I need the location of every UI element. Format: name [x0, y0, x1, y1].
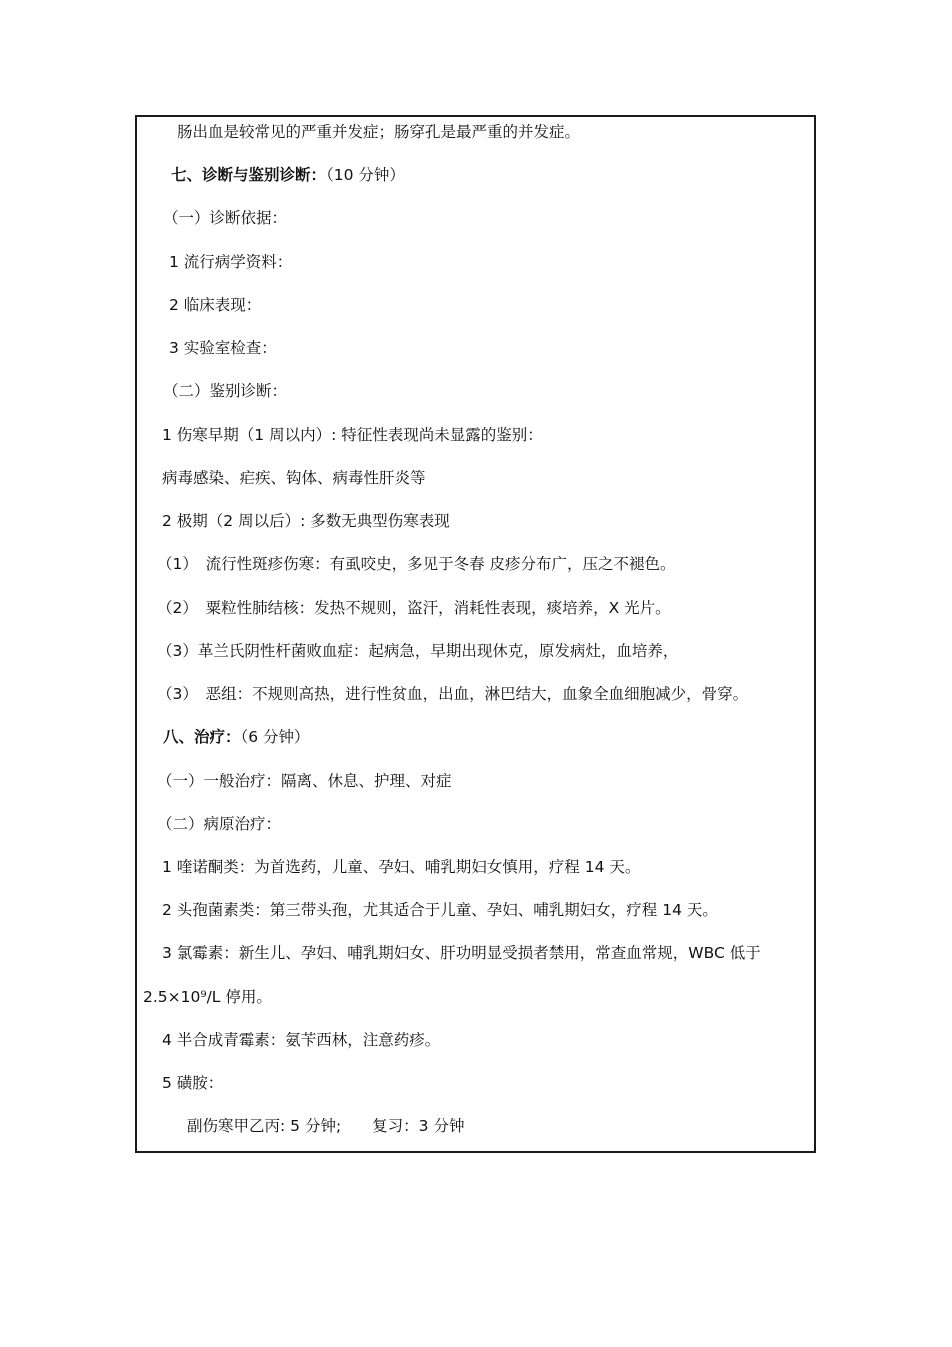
- section-title: 八、治疗：: [163, 728, 241, 746]
- text-line: （一）一般治疗：隔离、休息、护理、对症: [157, 772, 452, 790]
- text-line: 2 临床表现：: [169, 296, 262, 314]
- content-frame: [135, 115, 816, 1153]
- section-time: （10 分钟）: [326, 166, 405, 184]
- text-line: 2 头孢菌素类：第三带头孢，尤其适合于儿童、孕妇、哺乳期妇女，疗程 14 天。: [162, 901, 718, 919]
- text-line: （3）革兰氏阴性杆菌败血症：起病急，早期出现休克，原发病灶，血培养，: [157, 642, 679, 660]
- text-line: （二）鉴别诊断：: [163, 382, 288, 400]
- text-line: 2 极期（2 周以后）: 多数无典型伤寒表现: [162, 512, 450, 530]
- text-line: 1 伤寒早期（1 周以内）: 特征性表现尚未显露的鉴别：: [162, 426, 543, 444]
- text-line: 2.5×10⁹/L 停用。: [143, 988, 272, 1006]
- text-line: 1 流行病学资料：: [169, 253, 293, 271]
- text-line: 病毒感染、疟疾、钩体、病毒性肝炎等: [162, 469, 426, 487]
- text-line: 4 半合成青霉素：氨苄西林，注意药疹。: [162, 1031, 441, 1049]
- text-line: 5 磺胺：: [162, 1074, 224, 1092]
- section-heading-seven: [171, 165, 405, 185]
- section-time: （6 分钟）: [240, 728, 310, 746]
- text-line: （3） 恶组：不规则高热，进行性贫血，出血，淋巴结大，血象全血细胞减少，骨穿。: [157, 685, 749, 703]
- section-title: 七、诊断与鉴别诊断：: [171, 166, 327, 184]
- text-line: 1 喹诺酮类：为首选药，儿童、孕妇、哺乳期妇女慎用，疗程 14 天。: [162, 858, 641, 876]
- text-line: 3 氯霉素：新生儿、孕妇、哺乳期妇女、肝功明显受损者禁用，常查血常规，WBC 低于: [162, 944, 761, 962]
- text-line: （二）病原治疗：: [157, 815, 282, 833]
- text-line: 副伤寒甲乙丙: 5 分钟; 复习：3 分钟: [187, 1117, 465, 1135]
- section-heading-eight: [163, 727, 310, 747]
- text-line: （一）诊断依据：: [163, 209, 288, 227]
- text-line: 肠出血是较常见的严重并发症；肠穿孔是最严重的并发症。: [177, 123, 581, 141]
- text-line: 3 实验室检查：: [169, 339, 277, 357]
- text-line: （2） 粟粒性肺结核：发热不规则，盗汗，消耗性表现，痰培养，X 光片。: [157, 599, 671, 617]
- text-line: （1） 流行性斑疹伤寒：有虱咬史，多见于冬春 皮疹分布广，压之不褪色。: [157, 555, 676, 573]
